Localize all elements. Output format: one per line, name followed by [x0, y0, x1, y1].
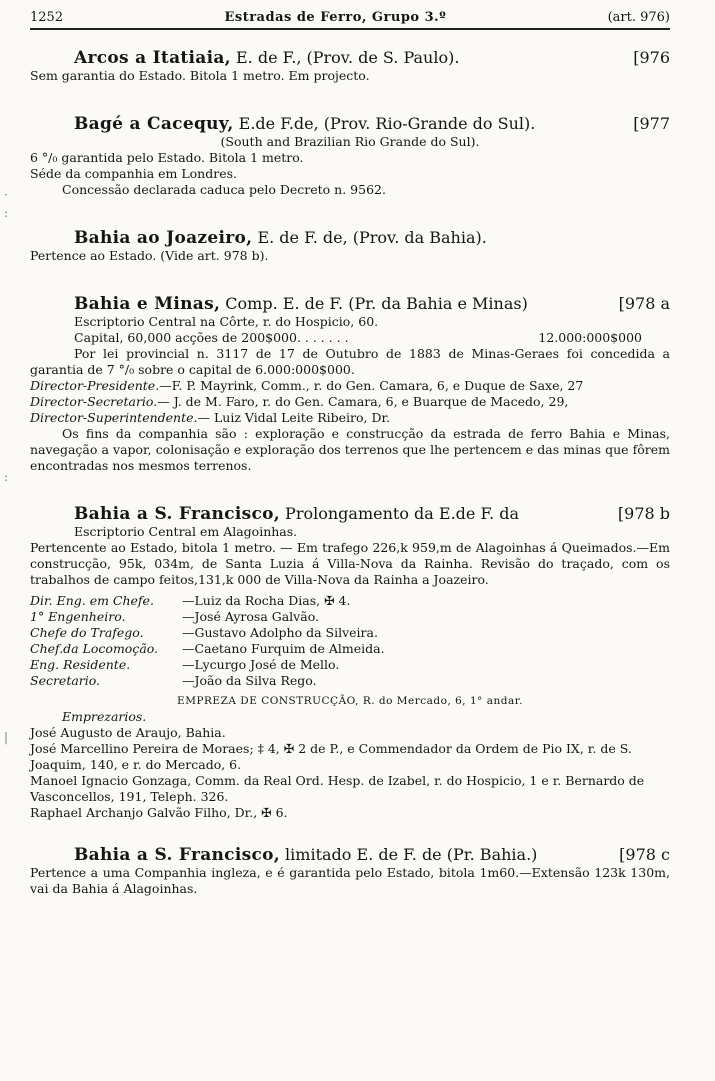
staff-name: —Gustavo Adolpho da Silveira. — [182, 625, 378, 640]
entry-978b — [30, 504, 670, 821]
page-number: 1252 — [30, 10, 64, 25]
entry-number: [977 — [633, 114, 670, 133]
railway-desc: E. de F. de, (Prov. da Bahia). — [252, 228, 487, 247]
entry-line: Sem garantia do Estado. Bitola 1 metro. Em projecto. — [30, 68, 370, 83]
officer-role: Director-Secretario. — [30, 394, 158, 409]
staff-role: Eng. Residente. — [30, 657, 131, 672]
entry-line: Concessão declarada caduca pelo Decreto n. 9562. — [62, 182, 386, 197]
staff-row — [30, 625, 670, 641]
staff-row — [30, 593, 670, 609]
entry-977 — [30, 114, 670, 198]
margin-mark: · — [4, 188, 8, 202]
partner-line: Raphael Archanjo Galvão Filho, Dr., ✠ 6. — [30, 805, 288, 820]
railway-desc: E.de F.de, (Prov. Rio-Grande do Sul). — [233, 114, 536, 133]
staff-name: —João da Silva Rego. — [182, 673, 317, 688]
margin-mark: : — [4, 206, 9, 220]
office-address: Escriptorio Central na Côrte, r. do Hospicio, 60. — [74, 314, 379, 329]
railway-desc: Comp. E. de F. (Pr. da Bahia e Minas) — [220, 294, 528, 313]
empreza-heading: EMPREZA DE CONSTRUCÇÃO, R. do Mercado, 6, 1° andar. — [177, 695, 523, 707]
entry-978 — [30, 228, 670, 264]
entry-title — [30, 114, 670, 134]
railway-name: Arcos a Itatiaia, — [74, 48, 231, 68]
staff-name: —Lycurgo José de Mello. — [182, 657, 340, 672]
railway-name: Bagé a Cacequy, — [74, 114, 234, 134]
officer-row — [30, 410, 670, 426]
capital-label: Capital, 60,000 acções de 200$000. . . . . . . — [74, 330, 349, 345]
staff-name: —Luiz da Rocha Dias, ✠ 4. — [182, 593, 351, 608]
railway-name: Bahia a S. Francisco, — [74, 845, 280, 865]
railway-desc: limitado E. de F. de (Pr. Bahia.) — [279, 845, 538, 864]
officer-name: — J. de M. Faro, r. do Gen. Camara, 6, e Buarque de Macedo, 29, — [157, 394, 569, 409]
officer-name: —F. P. Mayrink, Comm., r. do Gen. Camara, 6, e Duque de Saxe, 27 — [159, 378, 584, 393]
staff-role: 1° Engenheiro. — [30, 609, 126, 624]
staff-row — [30, 673, 670, 689]
entry-body: Pertencente ao Estado, bitola 1 metro. — Em trafego 226,k 959,m de Alagoinhas á Queimados.—Em construcção, 95k, 034m, de Santa Luzia á Villa-Nova da Rainha. Revisão do traçado, com os trabalhos de campo feitos,131,k 000 de Villa-Nova da Rainha a Joazeiro. — [30, 540, 670, 587]
railway-desc: E. de F., (Prov. de S. Paulo). — [230, 48, 460, 67]
partner-line: Manoel Ignacio Gonzaga, Comm. da Real Ord. Hesp. de Izabel, r. do Hospicio, 1 e r. Bernardo de Vasconcellos, 191, Teleph. 326. — [30, 773, 645, 804]
entry-976 — [30, 48, 670, 84]
partner-line: José Augusto de Araujo, Bahia. — [30, 725, 226, 740]
office-address: Escriptorio Central em Alagoinhas. — [74, 524, 298, 539]
staff-row — [30, 657, 670, 673]
officer-role: Director-Presidente. — [30, 378, 160, 393]
entry-number: [978 a — [618, 294, 670, 313]
margin-mark: : — [4, 470, 9, 484]
entry-line: 6 °/₀ garantida pelo Estado. Bitola 1 metro. — [30, 150, 304, 165]
entry-line: Séde da companhia em Londres. — [30, 166, 237, 181]
entry-978c — [30, 845, 670, 897]
entry-978a — [30, 294, 670, 474]
railway-name: Bahia a S. Francisco, — [74, 504, 280, 524]
entry-subtitle: (South and Brazilian Rio Grande do Sul). — [220, 134, 480, 149]
staff-row — [30, 609, 670, 625]
staff-name: —José Ayrosa Galvão. — [182, 609, 319, 624]
staff-role: Chefe do Trafego. — [30, 625, 144, 640]
entry-title — [30, 294, 670, 314]
company-purpose: Os fins da companhia são : exploração e construcção da estrada de ferro Bahia e Minas, navegação a vapor, colonisação e exploração dos terrenos que lhe pertencem e das minas que fôrem encontradas nos mesmos terrenos. — [30, 426, 670, 473]
emprezarios-heading: Emprezarios. — [62, 709, 147, 724]
railway-name: Bahia ao Joazeiro, — [74, 228, 253, 248]
staff-role: Secretario. — [30, 673, 101, 688]
concession-law: Por lei provincial n. 3117 de 17 de Outubro de 1883 de Minas-Geraes foi concedida a garantia de 7 °/₀ sobre o capital de 6.000:000$000. — [30, 346, 670, 377]
capital-row — [30, 330, 670, 346]
officer-row — [30, 394, 670, 410]
entry-title — [30, 504, 670, 524]
entry-number: [978 b — [617, 504, 670, 523]
staff-name: —Caetano Furquim de Almeida. — [182, 641, 385, 656]
article-ref: (art. 976) — [607, 10, 670, 25]
page-header — [30, 10, 670, 30]
entry-body: Pertence a uma Companhia ingleza, e é garantida pelo Estado, bitola 1m60.—Extensão 123k 130m, vai da Bahia á Alagoinhas. — [30, 865, 670, 896]
entry-number: [978 c — [619, 845, 670, 864]
entry-title — [30, 48, 670, 68]
entry-number: [976 — [633, 48, 670, 67]
officer-row — [30, 378, 670, 394]
entry-title — [30, 845, 670, 865]
document-page — [30, 10, 670, 897]
capital-value: 12.000:000$000 — [538, 330, 642, 345]
staff-role: Dir. Eng. em Chefe. — [30, 593, 154, 608]
partner-line: José Marcellino Pereira de Moraes; ‡ 4, ✠ 2 de P., e Commendador da Ordem de Pio IX, r. de S. Joaquim, 140, e r. do Mercado, 6. — [30, 741, 632, 772]
margin-mark: | — [4, 730, 9, 744]
staff-role: Chef.da Locomoção. — [30, 641, 159, 656]
entry-line: Pertence ao Estado. (Vide art. 978 b). — [30, 248, 269, 263]
staff-row — [30, 641, 670, 657]
running-title: Estradas de Ferro, Grupo 3.º — [224, 10, 447, 25]
officer-name: — Luiz Vidal Leite Ribeiro, Dr. — [197, 410, 391, 425]
railway-desc: Prolongamento da E.de F. da — [279, 504, 520, 523]
officer-role: Director-Superintendente. — [30, 410, 198, 425]
railway-name: Bahia e Minas, — [74, 294, 221, 314]
entry-title — [30, 228, 670, 248]
